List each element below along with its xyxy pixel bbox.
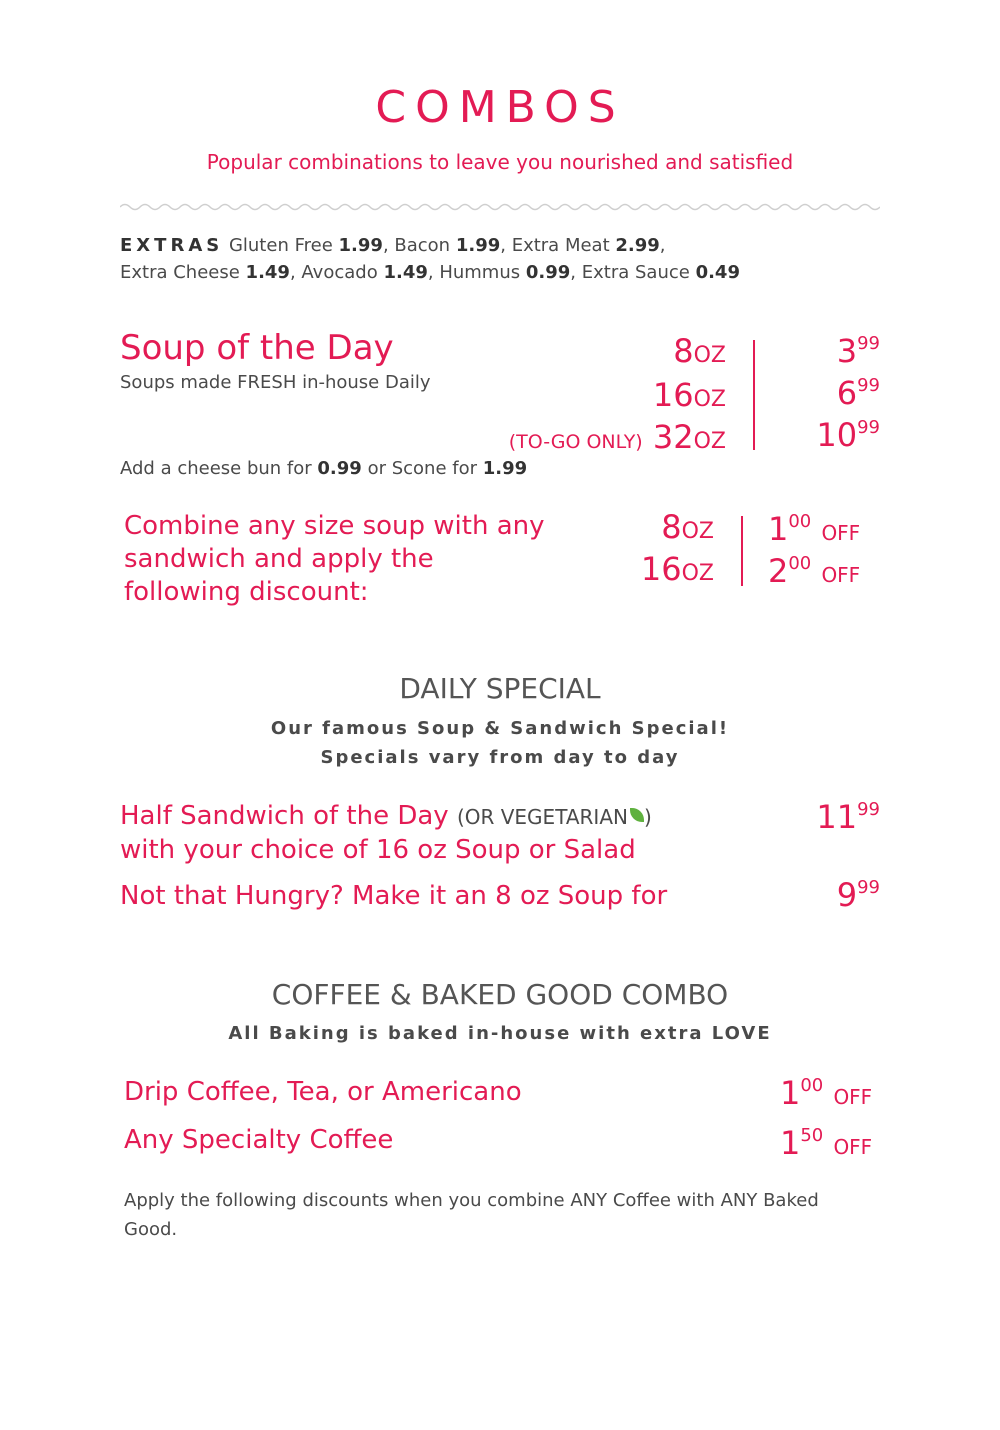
- soup-size-32: (TO-GO ONLY) 32OZ: [508, 418, 726, 456]
- coffee-discount-1: $1^{00}$ OFF: [780, 1074, 873, 1112]
- combine-size-16: 16OZ: [640, 550, 714, 588]
- extra-name: Bacon: [394, 235, 451, 256]
- daily-special-item-1: Half Sandwich of the Day (OR VEGETARIAN ) with your choice of 16 oz Soup or Salad: [120, 801, 652, 865]
- daily-special-item-2: Not that Hungry? Make it an 8 oz Soup for: [120, 881, 668, 911]
- extra-price: 1.99: [338, 235, 383, 256]
- soup-title: Soup of the Day: [120, 328, 394, 368]
- coffee-combo-heading: COFFEE & BAKED GOOD COMBO: [271, 978, 729, 1011]
- extra-name: Avocado: [301, 262, 378, 283]
- extra-name: Extra Sauce: [581, 262, 690, 283]
- extra-name: Hummus: [439, 262, 521, 283]
- page-subtitle: Popular combinations to leave you nourished and satisfied: [206, 150, 794, 174]
- combine-discount-16: $2^{00}$ OFF: [768, 552, 861, 590]
- extra-price: 1.99: [455, 235, 501, 256]
- daily-special-sub1: Our famous Soup & Sandwich Special!: [270, 718, 730, 739]
- soup-description: Soups made FRESH in-house Daily: [120, 372, 431, 393]
- divider-line: [753, 340, 755, 450]
- extra-price: 0.99: [525, 262, 571, 283]
- coffee-combo-sub: All Baking is baked in-house with extra LOVE: [228, 1023, 772, 1044]
- page-title: COMBOS: [375, 82, 625, 133]
- soup-addon: Add a cheese bun for 0.99 or Scone for 1.99: [120, 458, 528, 479]
- coffee-combo-note: Apply the following discounts when you combine ANY Coffee with ANY Baked Good.: [124, 1190, 819, 1240]
- leaf-icon: [630, 808, 644, 822]
- extra-name: Extra Meat: [511, 235, 610, 256]
- coffee-item-1: Drip Coffee, Tea, or Americano: [124, 1077, 522, 1107]
- soup-price-32: $10^{99}$: [816, 416, 880, 454]
- combine-discount-8: $1^{00}$ OFF: [768, 510, 861, 548]
- daily-special-sub2: Specials vary from day to day: [320, 747, 680, 768]
- soup-price-8: $3^{99}$: [836, 332, 880, 370]
- coffee-discount-2: $1^{50}$ OFF: [780, 1124, 873, 1162]
- wavy-divider: [120, 202, 880, 212]
- daily-special-price-1: $11^{99}$: [816, 798, 880, 836]
- daily-special-heading: DAILY SPECIAL: [399, 672, 601, 705]
- extra-name: Gluten Free: [228, 235, 333, 256]
- daily-special-price-2: $9^{99}$: [836, 876, 880, 914]
- coffee-item-2: Any Specialty Coffee: [124, 1125, 394, 1155]
- togo-note: (TO-GO ONLY): [508, 431, 643, 453]
- extra-price: 2.99: [615, 235, 660, 256]
- extras-label: EXTRAS: [120, 235, 224, 256]
- extra-name: Extra Cheese: [120, 262, 240, 283]
- extras-list: EXTRAS Gluten Free 1.99, Bacon 1.99, Extra Meat 2.99, Extra Cheese 1.49, Avocado 1.49, Hummus 0.99, Extra Sauce 0.49: [120, 235, 740, 283]
- combine-text: Combine any size soup with any sandwich and apply the following discount:: [124, 511, 545, 607]
- combine-size-8: 8OZ: [661, 508, 714, 546]
- soup-size-16: 16OZ: [652, 376, 726, 414]
- extra-price: 1.49: [383, 262, 428, 283]
- soup-price-16: $6^{99}$: [836, 374, 880, 412]
- extra-price: 1.49: [245, 262, 290, 283]
- extra-price: 0.49: [695, 262, 740, 283]
- soup-size-8: 8OZ: [673, 332, 726, 370]
- divider-line: [741, 516, 743, 586]
